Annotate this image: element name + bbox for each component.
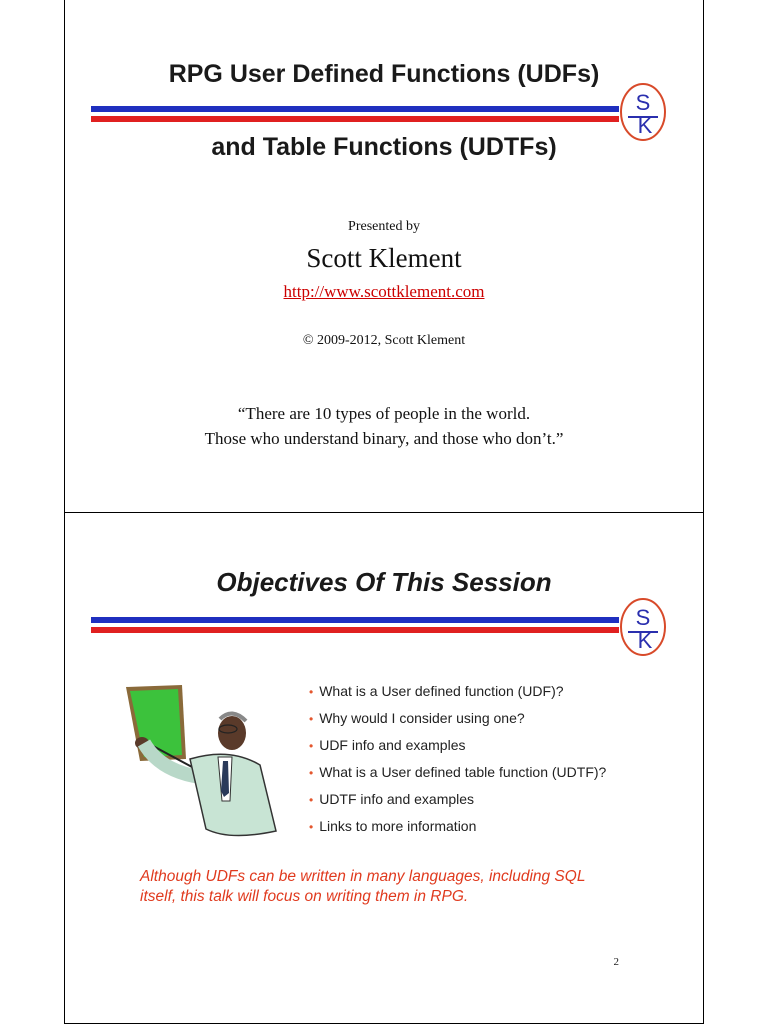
list-item: • Why would I consider using one? <box>309 710 525 726</box>
bullet-icon: • <box>309 685 314 699</box>
slide-title-line1: RPG User Defined Functions (UDFs) <box>168 60 600 88</box>
list-item: • UDF info and examples <box>309 737 466 753</box>
rpg-focus-note: Although UDFs can be written in many languages, including SQL itself, this talk will focus on writing them in RPG. <box>140 868 586 905</box>
list-item: • What is a User defined table function (UDTF)? <box>309 764 607 780</box>
website-link-row <box>65 282 703 302</box>
svg-text:K: K <box>637 113 653 138</box>
bullet-icon: • <box>309 739 314 753</box>
website-link[interactable]: http://www.scottklement.com <box>283 282 485 301</box>
sk-logo-icon <box>618 596 668 658</box>
svg-text:S: S <box>635 90 651 115</box>
bullet-icon: • <box>309 793 314 807</box>
page-number: 2 <box>613 956 619 968</box>
bullet-icon: • <box>309 712 314 726</box>
list-item: • Links to more information <box>309 818 477 834</box>
objectives-slide <box>64 512 704 1024</box>
list-item: • What is a User defined function (UDF)? <box>309 683 564 699</box>
copyright-text: © 2009-2012, Scott Klement <box>302 333 466 348</box>
slide-title-line2: and Table Functions (UDTFs) <box>211 133 557 161</box>
list-item: • UDTF info and examples <box>309 791 475 807</box>
bullet-icon: • <box>309 766 314 780</box>
quote-line1: “There are 10 types of people in the world. <box>237 404 531 423</box>
presenter-name: Scott Klement <box>306 243 462 273</box>
slide-title: Objectives Of This Session <box>216 567 552 597</box>
presenter-pointing-clipart <box>120 681 300 841</box>
title-slide <box>64 0 704 513</box>
quote-line2: Those who understand binary, and those who don’t.” <box>204 429 564 448</box>
presented-by-label: Presented by <box>348 219 420 234</box>
svg-text:K: K <box>637 628 653 653</box>
svg-text:S: S <box>635 605 651 630</box>
objectives-list <box>309 681 606 843</box>
bullet-icon: • <box>309 820 314 834</box>
